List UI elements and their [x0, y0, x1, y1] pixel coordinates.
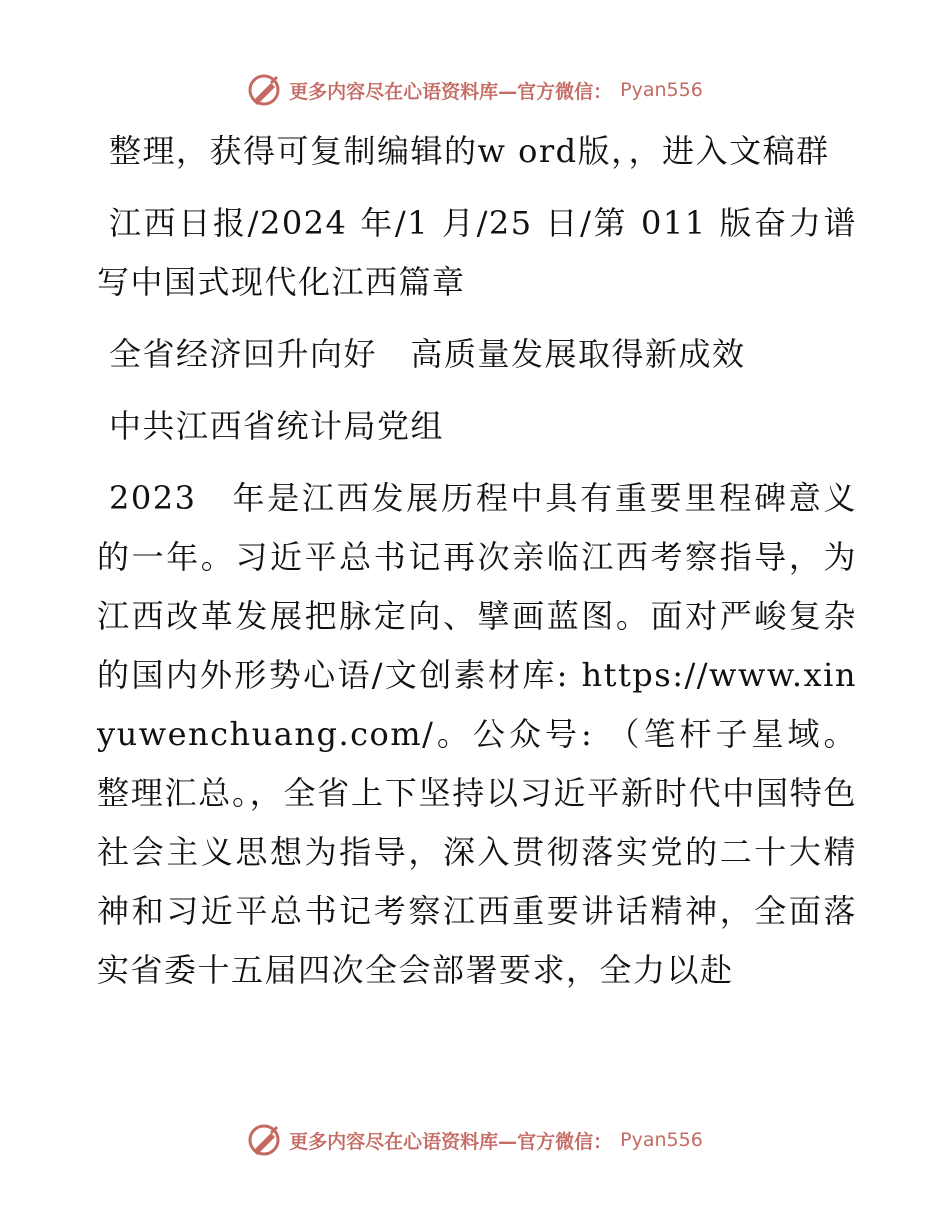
paragraph-source: 江西日报/2024 年/1 月/25 日/第 011 版奋力谱写中国式现代化江西篇章: [97, 204, 857, 301]
paragraph-headline: 全省经济回升向好 高质量发展取得新成效: [109, 335, 746, 373]
watermark-contact: Pyan556: [620, 79, 703, 101]
pen-circle-logo-icon: [247, 1123, 281, 1157]
watermark-contact: Pyan556: [620, 1129, 703, 1151]
paragraph-author: 中共江西省统计局党组: [109, 407, 445, 445]
pen-circle-logo-icon: [247, 73, 281, 107]
paragraph-intro: 整理，获得可复制编辑的w ord版，，进入文稿群: [109, 132, 830, 170]
watermark-text: 更多内容尽在心语资料库—官方微信：: [289, 80, 613, 103]
document-body: [97, 122, 857, 1013]
paragraph-main: 2023 年是江西发展历程中具有重要里程碑意义的一年。习近平总书记再次亲临江西考察指导，为江西改革发展把脉定向、擘画蓝图。面对严峻复杂的国内外形势心语/文创素材库: https://www.xinyuwenchuang.com/。公众号: （笔杆子星域。整理汇总。，全省上下坚持以习近平新时代中国特色社会主义思想为指导，深入贯彻落实党的二十大精神和习近平总书记考察江西重要讲话精神，全面落实省委十五届四次全会部署要求，全力以赴: [97, 479, 857, 989]
watermark-text: 更多内容尽在心语资料库—官方微信：: [289, 1130, 613, 1153]
header-watermark: [0, 70, 950, 110]
footer-watermark: [0, 1120, 950, 1160]
